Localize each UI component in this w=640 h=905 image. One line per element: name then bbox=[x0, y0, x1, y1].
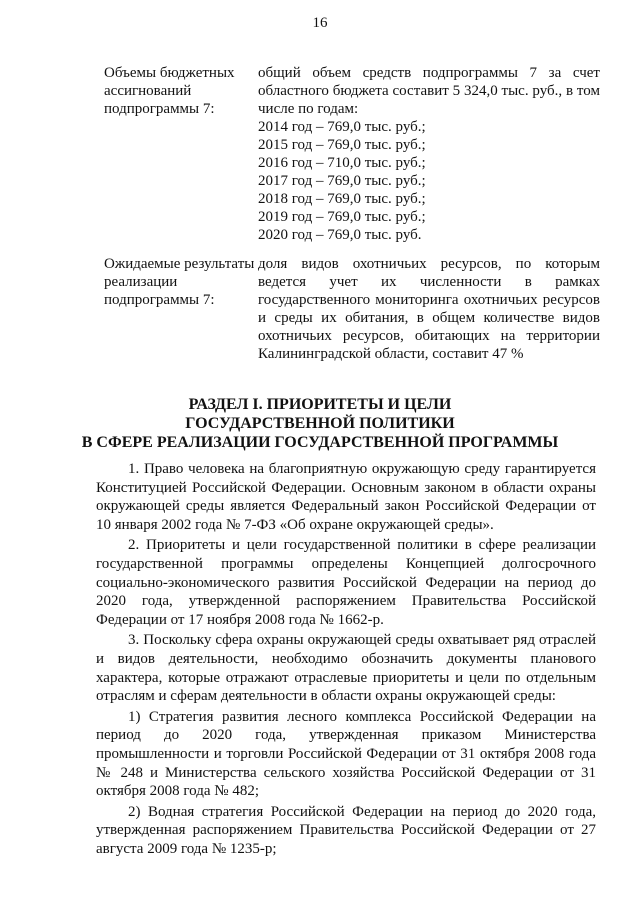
budget-year: 2018 год – 769,0 тыс. руб.; bbox=[258, 191, 426, 207]
section-heading-line: ГОСУДАРСТВЕННОЙ ПОЛИТИКИ bbox=[185, 415, 455, 432]
page-number: 16 bbox=[312, 15, 328, 31]
list-item: 2) Водная стратегия Российской Федерации на период до 2020 года, утвержденная распоряжением Правительства Российской Федерации от 27 августа 2009 года № 1235-р; bbox=[96, 803, 596, 857]
budget-year: 2015 год – 769,0 тыс. руб.; bbox=[258, 137, 426, 153]
budget-year: 2017 год – 769,0 тыс. руб.; bbox=[258, 173, 426, 189]
budget-label-line: подпрограммы 7: bbox=[104, 101, 215, 117]
paragraph: 2. Приоритеты и цели государственной политики в сфере реализации государственной программы определены Концепцией долгосрочного социально-экономического развития Российской Федерации на период до 2020 года, утвержденной распоряжением Правительства Российской Федерации от 17 ноября 2008 года № 1662-р. bbox=[96, 537, 596, 628]
budget-label-line: Объемы бюджетных bbox=[104, 65, 235, 81]
paragraph: 1. Право человека на благоприятную окружающую среду гарантируется Конституцией Российской Федерации. Основным законом в области охраны окружающей среды является Федеральный закон Российской Федерации от 10 января 2002 года № 7-ФЗ «Об охране окружающей среды». bbox=[96, 461, 596, 533]
section-heading-line: РАЗДЕЛ I. ПРИОРИТЕТЫ И ЦЕЛИ bbox=[188, 396, 452, 413]
results-row bbox=[104, 255, 600, 363]
results-label-line: Ожидаемые результаты bbox=[104, 256, 255, 272]
budget-row bbox=[104, 64, 600, 244]
budget-label bbox=[104, 64, 258, 244]
budget-label-line: ассигнований bbox=[104, 83, 192, 99]
budget-intro: общий объем средств подпрограммы 7 за счет областного бюджета составит 5 324,0 тыс. руб., в том числе по годам: bbox=[258, 65, 600, 117]
body-text bbox=[96, 460, 596, 860]
budget-year: 2014 год – 769,0 тыс. руб.; bbox=[258, 119, 426, 135]
budget-year: 2020 год – 769,0 тыс. руб. bbox=[258, 227, 422, 243]
section-heading-line: В СФЕРЕ РЕАЛИЗАЦИИ ГОСУДАРСТВЕННОЙ ПРОГРАММЫ bbox=[81, 434, 559, 451]
paragraph: 3. Поскольку сфера охраны окружающей среды охватывает ряд отраслей и видов деятельности, необходимо обозначить документы планового характера, которые отражают отраслевые приоритеты и цели по отдельным отраслям и сферам деятельности в области охраны окружающей среды: bbox=[96, 632, 596, 705]
results-label-line: реализации bbox=[104, 274, 178, 290]
results-value: доля видов охотничьих ресурсов, по которым ведется учет их численности в рамках государственного мониторинга охотничьих ресурсов и среды их обитания, в общем количестве видов охотничьих ресурсов, обитающих на территории Калининградской области, составит 47 % bbox=[258, 256, 600, 362]
budget-value bbox=[258, 64, 600, 244]
results-label-line: подпрограммы 7: bbox=[104, 292, 215, 308]
section-heading bbox=[0, 395, 640, 452]
budget-year: 2019 год – 769,0 тыс. руб.; bbox=[258, 209, 426, 225]
list-item: 1) Стратегия развития лесного комплекса Российской Федерации на период до 2020 года, утвержденная приказом Министерства промышленности и торговли Российской Федерации от 31 октября 2008 года № 248 и Министерства сельского хозяйства Российской Федерации от 31 октября 2008 года № 482; bbox=[96, 708, 596, 800]
budget-year: 2016 год – 710,0 тыс. руб.; bbox=[258, 155, 426, 171]
results-label bbox=[104, 255, 258, 363]
